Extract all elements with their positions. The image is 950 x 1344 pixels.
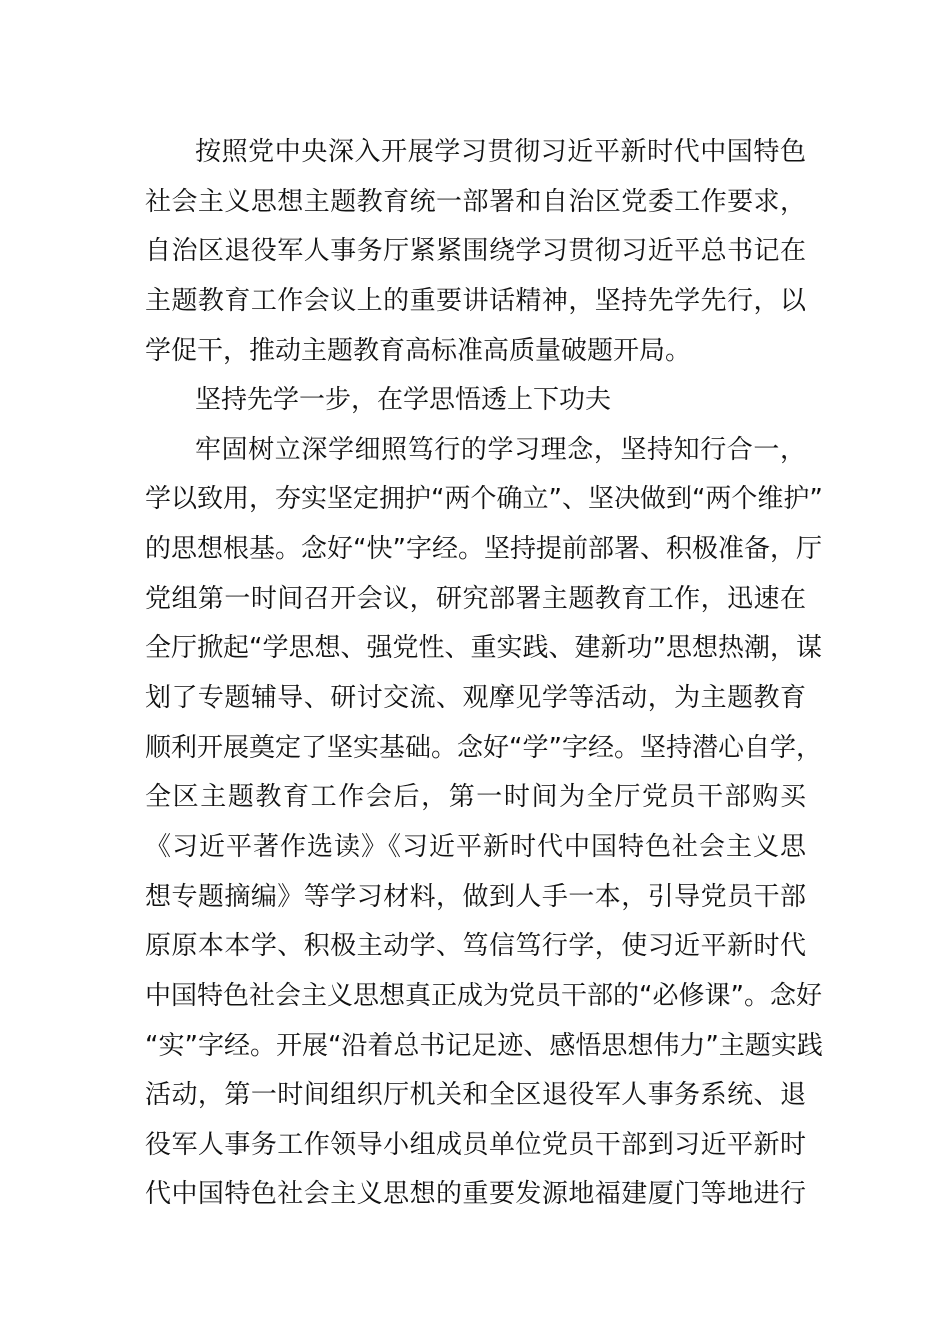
text-line: 《习近平著作选读》《习近平新时代中国特色社会主义思 <box>145 831 806 862</box>
text-line: 学以致用，夯实坚定拥护“两个确立”、坚决做到“两个维护” <box>145 484 823 515</box>
text-line: 原原本本学、积极主动学、笃信笃行学，使习近平新时代 <box>145 931 806 962</box>
text-line: 自治区退役军人事务厅紧紧围绕学习贯彻习近平总书记在 <box>145 236 806 267</box>
text-line: 想专题摘编》等学习材料，做到人手一本，引导党员干部 <box>145 881 806 912</box>
text-line: 活动，第一时间组织厅机关和全区退役军人事务系统、退 <box>145 1080 806 1111</box>
text-line: 主题教育工作会议上的重要讲话精神，坚持先学先行，以 <box>145 285 806 316</box>
intro-paragraph <box>145 128 806 376</box>
text-line: 学促干，推动主题教育高标准高质量破题开局。 <box>145 335 692 366</box>
text-line: 按照党中央深入开展学习贯彻习近平新时代中国特色 <box>195 137 806 167</box>
text-line: 社会主义思想主题教育统一部署和自治区党委工作要求， <box>145 186 806 217</box>
body-paragraph <box>145 426 823 1220</box>
text-line: 役军人事务工作领导小组成员单位党员干部到习近平新时 <box>145 1129 806 1160</box>
text-line: 的思想根基。念好“快”字经。坚持提前部署、积极准备，厅 <box>145 534 822 565</box>
text-line: 全厅掀起“学思想、强党性、重实践、建新功”思想热潮，谋 <box>145 633 822 664</box>
text-line: 中国特色社会主义思想真正成为党员干部的“必修课”。念好 <box>145 980 822 1011</box>
section-heading <box>145 376 806 426</box>
text-line: 划了专题辅导、研讨交流、观摩见学等活动，为主题教育 <box>145 683 806 714</box>
document-page <box>145 128 823 1220</box>
section-heading-text: 坚持先学一步，在学思悟透上下功夫 <box>195 385 612 416</box>
text-line: 代中国特色社会主义思想的重要发源地福建厦门等地进行 <box>145 1179 806 1210</box>
text-line: 顺利开展奠定了坚实基础。念好“学”字经。坚持潜心自学， <box>145 732 822 763</box>
text-line: “实”字经。开展“沿着总书记足迹、感悟思想伟力”主题实践 <box>145 1030 823 1061</box>
text-line: 全区主题教育工作会后，第一时间为全厅党员干部购买 <box>145 782 806 813</box>
text-line: 党组第一时间召开会议，研究部署主题教育工作，迅速在 <box>145 583 806 614</box>
text-line: 牢固树立深学细照笃行的学习理念，坚持知行合一， <box>195 434 806 465</box>
